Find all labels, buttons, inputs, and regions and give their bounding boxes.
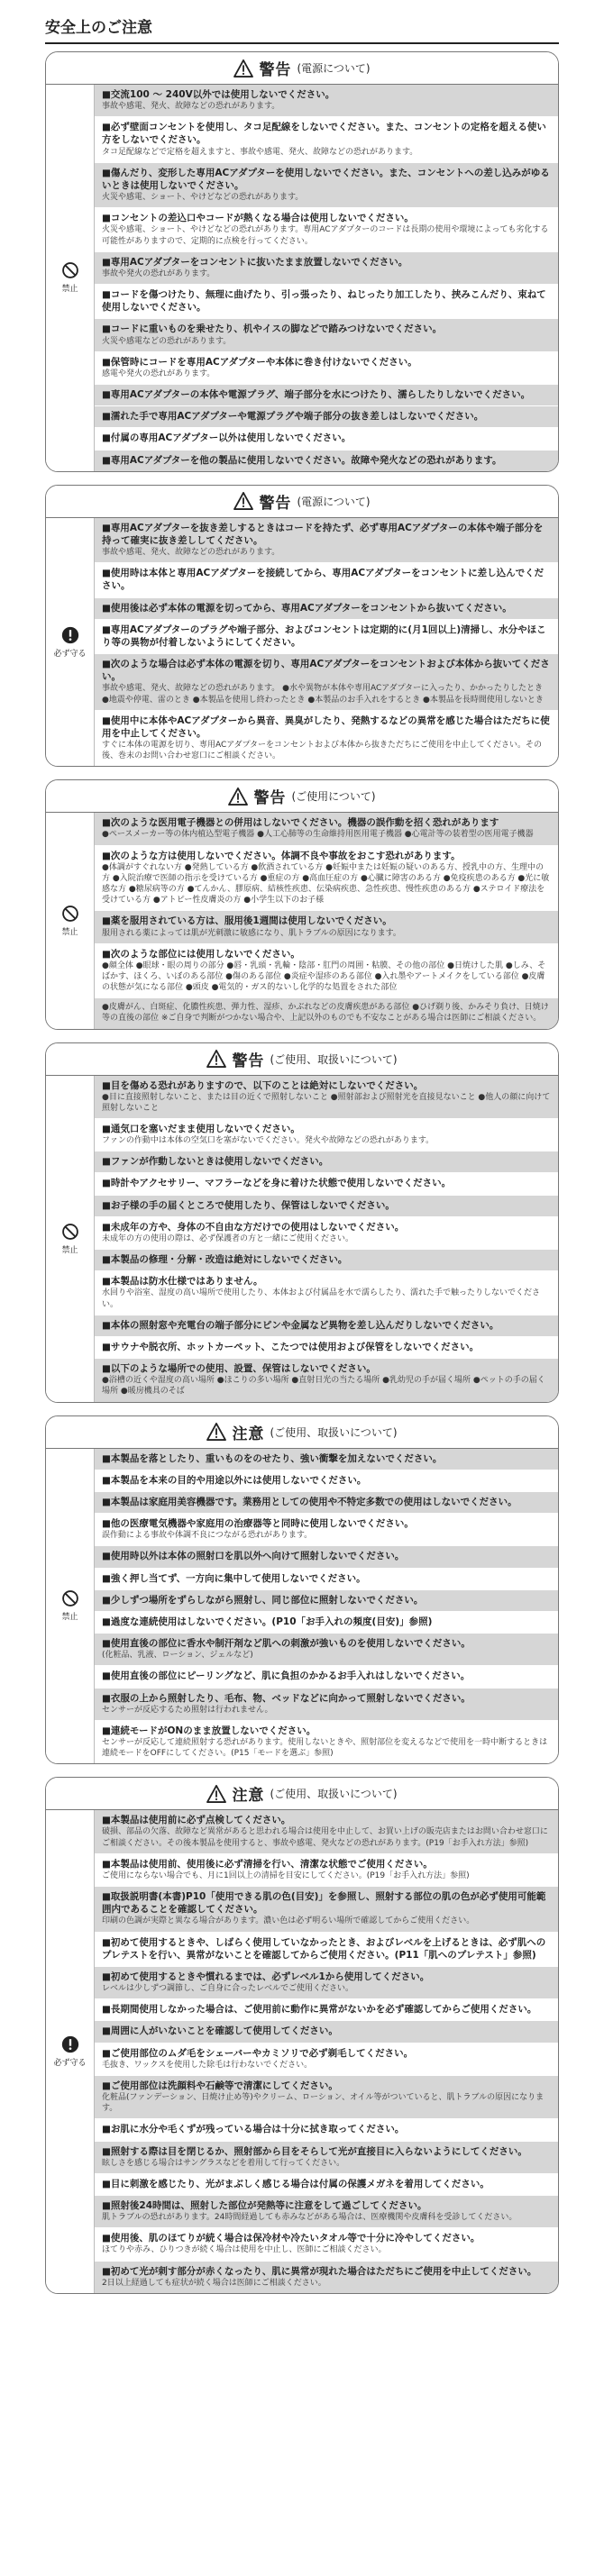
section-body [46,1076,558,1402]
item-heading: ■お子様の手の届くところで使用したり、保管はしないでください。 [102,1199,395,1211]
warning-triangle-icon [233,59,253,77]
list-item [95,711,558,767]
list-item [95,1721,558,1763]
list-item [95,1173,558,1195]
item-heading: ■お肌に水分や毛くずが残っている場合は十分に拭き取ってください。 [102,2124,405,2135]
item-heading: ■少しずつ場所をずらしながら照射し、同じ部位に照射しないでください。 [102,1594,424,1606]
item-heading: ■本製品は家庭用美容機器です。業務用としての使用や不特定多数での使用はしないでください。 [102,1496,517,1507]
item-heading: ■取扱説明書(本書)P10「使用できる肌の色(目安)」を参照し、照射する部位の肌の色が必ず使用可能範囲内であることを確認してください。 [102,1891,546,1916]
mandatory-icon [61,2035,79,2053]
section-header [46,486,558,518]
warning-triangle-icon [233,492,253,510]
section-icon-column [46,1449,95,1764]
item-heading: ■使用時は本体と専用ACアダプターを接続してから、専用ACアダプターをコンセントに差し込んでください。 [102,568,545,592]
item-heading: ■初めて使用するときや慣れるまでは、必ずレベル1から使用してください。 [102,1971,430,1982]
item-heading: ■専用ACアダプターのプラグや端子部分、およびコンセントは定期的に(月1回以上)清掃し、水分やほこり等の異物が付着しないようにしてください。 [102,624,546,648]
section-subtitle: (電源について) [297,495,371,508]
section-icon-label: 禁止 [61,285,78,295]
list-item [95,252,558,285]
list-item [95,1337,558,1359]
section-body [46,813,558,1028]
item-heading: ■本製品は防水仕様ではありません。 [102,1276,263,1288]
section-subtitle: (ご使用、取扱いについて) [270,1788,398,1801]
list-item [95,620,558,654]
item-heading: ■ご使用部位のムダ毛をシェーバーやカミソリで必ず剃毛してください。 [102,2047,414,2059]
item-heading: ■未成年の方や、身体の不自由な方だけでの使用はしないでください。 [102,1221,405,1233]
section-icon-column [46,813,95,1028]
list-item [95,1967,558,1999]
list-item [95,352,558,385]
prohibited-icon [61,905,79,923]
list-item [95,1590,558,1612]
item-heading: ■必ず壁面コンセントを使用し、タコ足配線をしないでください。また、コンセントの定格を超える使い方をしないでください。 [102,122,546,146]
list-item [95,2119,558,2141]
item-note: 事故や感電、発火、故障などの恐れがあります。 [102,102,280,112]
section-title: 警告 [259,61,292,79]
item-heading: ■使用後は必ず本体の電源を切ってから、専用ACアダプターをコンセントから抜いてください。 [102,602,512,614]
item-heading: ■薬を服用されている方は、服用後1週間は使用しないでください。 [102,915,392,927]
safety-section [45,1042,559,1403]
section-header [46,1778,558,1810]
item-note: 誤作動による事故や体調不良につながる恐れがあります。 [102,1531,313,1541]
prohibited-icon [61,1589,79,1607]
item-note: 火災や感電などの恐れがあります。 [102,336,232,346]
section-icon-label: 禁止 [61,927,78,937]
item-heading: ■本製品は使用前に必ず点検してください。 [102,1815,291,1826]
section-items [95,813,558,1028]
list-item [95,1569,558,1590]
list-item [95,2044,558,2076]
item-heading: ■初めて光が刺す部分が赤くなったり、肌に異常が現れた場合はただちにご使用を中止してください。 [102,2265,537,2277]
item-heading: ■過度な連続使用はしないでください。(P10「お手入れの頻度(目安)」参照) [102,1616,433,1627]
list-item [95,518,558,563]
item-heading: ■コンセントの差込口やコードが熱くなる場合は使用しないでください。 [102,213,414,224]
item-heading: ■本体の照射窓や充電台の端子部分にピンや金属など異物を差し込んだりしないでください。 [102,1319,499,1331]
section-body [46,518,558,767]
list-item [95,385,558,406]
list-item [95,1119,558,1151]
item-note: 火災や感電、ショート、やけどなどの恐れがあります。 [102,193,304,203]
item-note: センサーが反応して連続照射する恐れがあります。使用しないときや、照射部位を変えるなどで使用を一時中断するときは連続モードをOFFにしてください。(P15「モードを選ぶ」参照) [102,1738,548,1759]
section-subtitle: (ご使用について) [291,790,376,804]
list-item [95,285,558,319]
list-item [95,1217,558,1250]
item-heading: ■本製品は使用前、使用後に必ず清掃を行い、清潔な状態でご使用ください。 [102,1858,433,1870]
section-icon-column [46,518,95,767]
item-note: ご使用にならない場合でも、月に1回以上の清掃を目安にしてください。(P19「お手入れ方法」参照) [102,1871,470,1880]
list-item [95,563,558,597]
section-icon-label: 禁止 [61,1613,78,1623]
item-note: ●皮膚がん、白斑症、化膿性疾患、弾力性、湿疹、かぶれなどの皮膚疾患がある部位 ●ひげ剃り後、かみそり負け、日焼け等の直後の部位 ※ご自身で判断がつかない場合や、上記以外のものでも不安なことがある場合は医師にご相談ください。 [102,1003,549,1024]
list-item [95,1196,558,1217]
section-items [95,85,558,471]
item-note: 眩しさを感じる場合はサングラスなどを着用して行ってください。 [102,2158,345,2168]
item-note: 事故や発火の恐れがあります。 [102,269,215,278]
section-header [46,1416,558,1449]
list-item [95,1359,558,1401]
section-body [46,85,558,471]
section-title: 警告 [259,494,292,513]
item-note: 事故や感電、発火、故障などの恐れがあります。 ●水や異物が本体や専用ACアダプターに入ったり、かかったりしたとき ●地震や停電、雷のとき ●本製品を使用し終わったとき ●本製品のお手入れをするとき ●本製品を長時間使用しないとき [102,684,544,705]
safety-section [45,779,559,1029]
list-item [95,451,558,471]
item-note: レベルは少しずつ調節し、ご自身に合ったレベルでご使用ください。 [102,1984,354,1994]
list-item [95,944,558,999]
list-item [95,1514,558,1546]
item-heading: ■照射する際は目を閉じるか、照射部から目をそらして光が直接目に入らないようにしてください。 [102,2145,527,2157]
section-subtitle: (電源について) [297,62,371,75]
list-item [95,598,558,620]
list-item [95,1634,558,1666]
list-item [95,998,558,1028]
item-heading: ■通気口を塞いだまま使用しないでください。 [102,1123,300,1134]
list-item [95,163,558,208]
list-item [95,85,558,117]
item-heading: ■コードに重いものを乗せたり、机やイスの脚などで踏みつけないでください。 [102,323,443,335]
item-heading: ■濡れた手で専用ACアダプターや電源プラグや端子部分の抜き差しはしないでください。 [102,411,484,423]
item-note: 未成年の方の使用の際は、必ず保護者の方と一緒にご使用ください。 [102,1233,354,1243]
section-body [46,1810,558,2293]
item-heading: ■連続モードがONのまま放置しないでください。 [102,1725,316,1736]
section-icon-column [46,1810,95,2293]
list-item [95,1887,558,1932]
item-note: 2日以上経過しても症状が続く場合は医師にご相談ください。 [102,2278,326,2288]
section-header [46,780,558,813]
item-heading: ■使用直後の部位に香水や制汗剤など肌への刺激が強いものを使用しないでください。 [102,1638,471,1650]
warning-triangle-icon [206,1423,226,1441]
safety-section [45,1415,559,1765]
list-item [95,1612,558,1634]
item-heading: ■次のような場合は必ず本体の電源を切り、専用ACアダプターをコンセントおよび本体から抜いてください。 [102,659,550,683]
safety-section [45,1777,559,2294]
section-title: 注意 [232,1425,265,1443]
item-heading: ■初めて使用するときや、しばらく使用していなかったとき、およびレベルを上げるときは、必ず肌へのプレテストを行い、異常がないことを確認してからご使用ください。(P11「肌へのプレテスト」参照) [102,1936,546,1961]
item-heading: ■照射後24時間は、照射した部位が発熱等に注意をして過ごしてください。 [102,2199,427,2211]
warning-triangle-icon [206,1050,226,1068]
item-note: 事故や感電、発火、故障などの恐れがあります。 [102,548,280,558]
safety-section [45,51,559,472]
item-heading: ■使用直後の部位にピーリングなど、肌に負担のかかるお手入れはしないでください。 [102,1670,471,1682]
section-header [46,52,558,85]
item-heading: ■本製品を落としたり、重いものをのせたり、強い衝撃を加えないでください。 [102,1452,443,1464]
list-item [95,406,558,428]
section-items [95,1810,558,2293]
item-heading: ■傷んだり、変形した専用ACアダプターを使用しないでください。また、コンセントへの差し込みがゆるいときは使用しないでください。 [102,167,550,191]
section-header [46,1043,558,1076]
list-item [95,1999,558,2021]
item-note: 化粧品(ファンデーション、日焼け止め等)やクリーム、ローション、オイル等がついていると、肌トラブルの原因になります。 [102,2093,545,2114]
list-item [95,1076,558,1119]
list-item [95,1250,558,1271]
item-note: ●顔全体 ●眼球・眼の周りの部分 ●唇・乳頭・乳輪・陰部・肛門の周囲・粘膜、その他の部位 ●日焼けした肌 ●しみ、そばかす、ほくろ、いぼのある部位 ●傷のある部位 ●炎症や湿疹のある部位 ●入れ墨やアートメイクをしている部位 ●皮膚の状態が気になる部位 ●頭皮 ●電気的・ガス的ないし化学的な処置をされた部位 [102,960,546,993]
item-heading: ■コードを傷つけたり、無理に曲げたり、引っ張ったり、ねじったり加工したり、挟みこんだり、束ねて使用しないでください。 [102,289,546,314]
list-item [95,1315,558,1337]
list-item [95,428,558,450]
item-heading: ■使用時以外は本体の照射口を肌以外へ向けて照射しないでください。 [102,1551,405,1562]
section-icon-column [46,1076,95,1402]
sections-container [45,51,559,2294]
item-heading: ■次のような部位には使用しないでください。 [102,948,300,960]
list-item [95,319,558,351]
item-note: 毛抜き、ワックスを使用した除毛は行わないでください。 [102,2060,313,2070]
item-heading: ■時計やアクセサリー、マフラーなどを身に着けた状態で使用しないでください。 [102,1178,452,1189]
item-note: ●ペースメーカー等の体内植込型電子機器 ●人工心肺等の生命維持用医用電子機器 ●心電計等の装着型の医用電子機器 [102,830,534,840]
item-heading: ■以下のような場所での使用、設置、保管はしないでください。 [102,1363,376,1375]
list-item [95,1933,558,1967]
item-note: ファンの作動中は本体の空気口を塞がないでください。発火や故障などの恐れがあります。 [102,1136,435,1146]
item-heading: ■保管時にコードを専用ACアダプターや本体に巻き付けないでください。 [102,356,417,368]
section-title: 警告 [253,789,287,808]
item-heading: ■強く押し当てず、一方向に集中して使用しないでください。 [102,1572,366,1584]
section-title: 注意 [232,1787,265,1806]
list-item [95,2076,558,2119]
section-subtitle: (ご使用、取扱いについて) [270,1425,398,1439]
section-body [46,1449,558,1764]
list-item [95,2174,558,2196]
section-icon-label: 禁止 [61,1245,78,1255]
list-item [95,1470,558,1492]
list-item [95,1689,558,1721]
list-item [95,208,558,251]
section-subtitle: (ご使用、取扱いについて) [270,1052,398,1066]
list-item [95,2142,558,2174]
item-heading: ■付属の専用ACアダプター以外は使用しないでください。 [102,432,352,444]
item-note: ほてりや赤み、ひりつきが続く場合は使用を中止し、医師にご相談ください。 [102,2245,387,2255]
item-heading: ■衣服の上から照射したり、毛布、物、ベッドなどに向かって照射しないでください。 [102,1692,471,1704]
list-item [95,1492,558,1514]
item-note: 肌トラブルの恐れがあります。24時間経過しても赤みなどがある場合は、医療機関や皮膚科を受診してください。 [102,2213,517,2223]
section-icon-label: 必ず守る [53,2059,87,2069]
item-note: 破損、部品の欠落、故障など異常があると思われる場合は使用を中止して、お買い上げの販売店またはお問い合わせ窓口にご相談ください。その後本製品を使用すると、事故や感電、発火などの恐れがあります。(P19「お手入れ方法」参照) [102,1827,548,1848]
section-items [95,1076,558,1402]
item-heading: ■周囲に人がいないことを確認して使用してください。 [102,2025,338,2037]
section-title: 警告 [232,1051,265,1070]
prohibited-icon [61,261,79,279]
item-note: タコ足配線などで定格を超えますと、事故や感電、発火、故障などの恐れがあります。 [102,147,418,157]
section-items [95,518,558,767]
list-item [95,117,558,162]
item-heading: ■次のような方は使用しないでください。体調不良や事故をおこす恐れがあります。 [102,850,461,861]
item-note: 火災や感電、ショート、やけどなどの恐れがあります。専用ACアダプターのコードは長期の使用や環境によっても劣化する可能性がありますので、定期的に点検を行ってください。 [102,225,549,246]
list-item [95,1666,558,1688]
item-note: ●体調がすぐれない方 ●発熱している方 ●飲酒されている方 ●妊娠中または妊娠の疑いのある方、授乳中の方、生理中の方 ●入院治療で医師の指示を受けている方 ●重症の方 ●高血圧症の方 ●心臓に障害のある方 ●免疫疾患のある方 ●光に敏感な方 ●糖尿病等の方 ●てんかん、膠原病、結核性疾患、伝染病疾患、急性疾患、慢性疾患のある方 ●ステロイド療法を受けている方 ●アトピー性皮膚炎の方 ●小学生以下のお子様 [102,862,550,906]
list-item [95,2196,558,2228]
list-item [95,1151,558,1173]
item-note: 印刷の色調が実際と異なる場合があります。濃い色は必ず明るい場所で確認してからご使用ください。 [102,1916,475,1926]
item-heading: ■他の医療電気機器や家庭用の治療器等と同時に使用しないでください。 [102,1518,414,1530]
item-heading: ■次のような医用電子機器との併用はしないでください。機器の誤作動を招く恐れがあります [102,817,499,829]
item-heading: ■交流100 ～ 240V以外では使用しないでください。 [102,89,335,100]
item-heading: ■本製品の修理・分解・改造は絶対にしないでください。 [102,1254,348,1266]
mandatory-icon [61,626,79,644]
item-note: 感電や発火の恐れがあります。 [102,369,215,378]
item-heading: ■専用ACアダプターの本体や電源プラグ、端子部分を水につけたり、濡らしたりしないでください。 [102,389,531,401]
list-item [95,2021,558,2043]
item-note: ●浴槽の近くや湿度の高い場所 ●ほこりの多い場所 ●直射日光の当たる場所 ●乳幼児の手が届く場所 ●ペットの手の届く場所 ●暖房機具のそば [102,1376,545,1397]
section-icon-column [46,85,95,471]
item-heading: ■サウナや脱衣所、ホットカーペット、こたつでは使用および保管をしないでください。 [102,1341,480,1352]
list-item [95,846,558,912]
warning-triangle-icon [206,1785,226,1803]
item-heading: ■専用ACアダプターを他の製品に使用しないでください。故障や発火などの恐れがあります。 [102,454,502,466]
item-note: 服用される薬によっては肌が光刺激に敏感になり、肌トラブルの原因になります。 [102,928,401,938]
list-item [95,1449,558,1470]
item-note: ●目に直接照射しないこと、または目の近くで照射しないこと ●照射部および照射光を直接見ないこと ●他人の顔に向けて照射しないこと [102,1092,551,1113]
item-heading: ■長期間使用しなかった場合は、ご使用前に動作に異常がないかを必ず確認してからご使用ください。 [102,2004,537,2016]
list-item [95,813,558,845]
section-icon-label: 必ず守る [53,649,87,659]
list-item [95,1271,558,1315]
item-heading: ■専用ACアダプターをコンセントに抜いたまま放置しないでください。 [102,256,408,268]
list-item [95,2228,558,2261]
prohibited-icon [61,1223,79,1241]
list-item [95,911,558,943]
list-item [95,654,558,711]
item-note: センサーが反応するため照射は行われません。 [102,1705,273,1715]
safety-section [45,485,559,768]
item-note: すぐに本体の電源を切り、専用ACアダプターをコンセントおよび本体から抜きただちにご使用を中止してください。その後、巻末のお問い合わせ窓口にご相談ください。 [102,741,543,761]
item-heading: ■使用中に本体やACアダプターから異音、異臭がしたり、発熱するなどの異常を感じた場合はただちに使用を中止してください。 [102,715,550,739]
item-note: 水回りや浴室、湿度の高い場所で使用したり、本体および付属品を水で濡らしたり、濡れた手で触ったりしないでください。 [102,1288,541,1309]
list-item [95,1854,558,1887]
item-heading: ■専用ACアダプターを抜き差しするときはコードを持たず、必ず専用ACアダプターの本体や端子部分を持って確実に抜き差ししてください。 [102,522,544,546]
item-heading: ■使用後、肌のほてりが続く場合は保冷材や冷たいタオル等で十分に冷やしてください。 [102,2233,480,2244]
item-note: (化粧品、乳液、ローション、ジェルなど) [102,1651,253,1661]
section-items [95,1449,558,1764]
item-heading: ■目を傷める恐れがありますので、以下のことは絶対にしないでください。 [102,1079,424,1091]
item-heading: ■ファンが作動しないときは使用しないでください。 [102,1156,329,1168]
list-item [95,1810,558,1853]
item-heading: ■本製品を本来の目的や用途以外には使用しないでください。 [102,1474,367,1486]
item-heading: ■目に刺激を感じたり、光がまぶしく感じる場合は付属の保護メガネを着用してください。 [102,2178,490,2189]
list-item [95,1546,558,1568]
page-title: 安全上のご注意 [45,7,559,44]
warning-triangle-icon [228,787,248,806]
item-heading: ■ご使用部位は洗顔料や石鹸等で清潔にしてください。 [102,2080,338,2091]
list-item [95,2262,558,2293]
